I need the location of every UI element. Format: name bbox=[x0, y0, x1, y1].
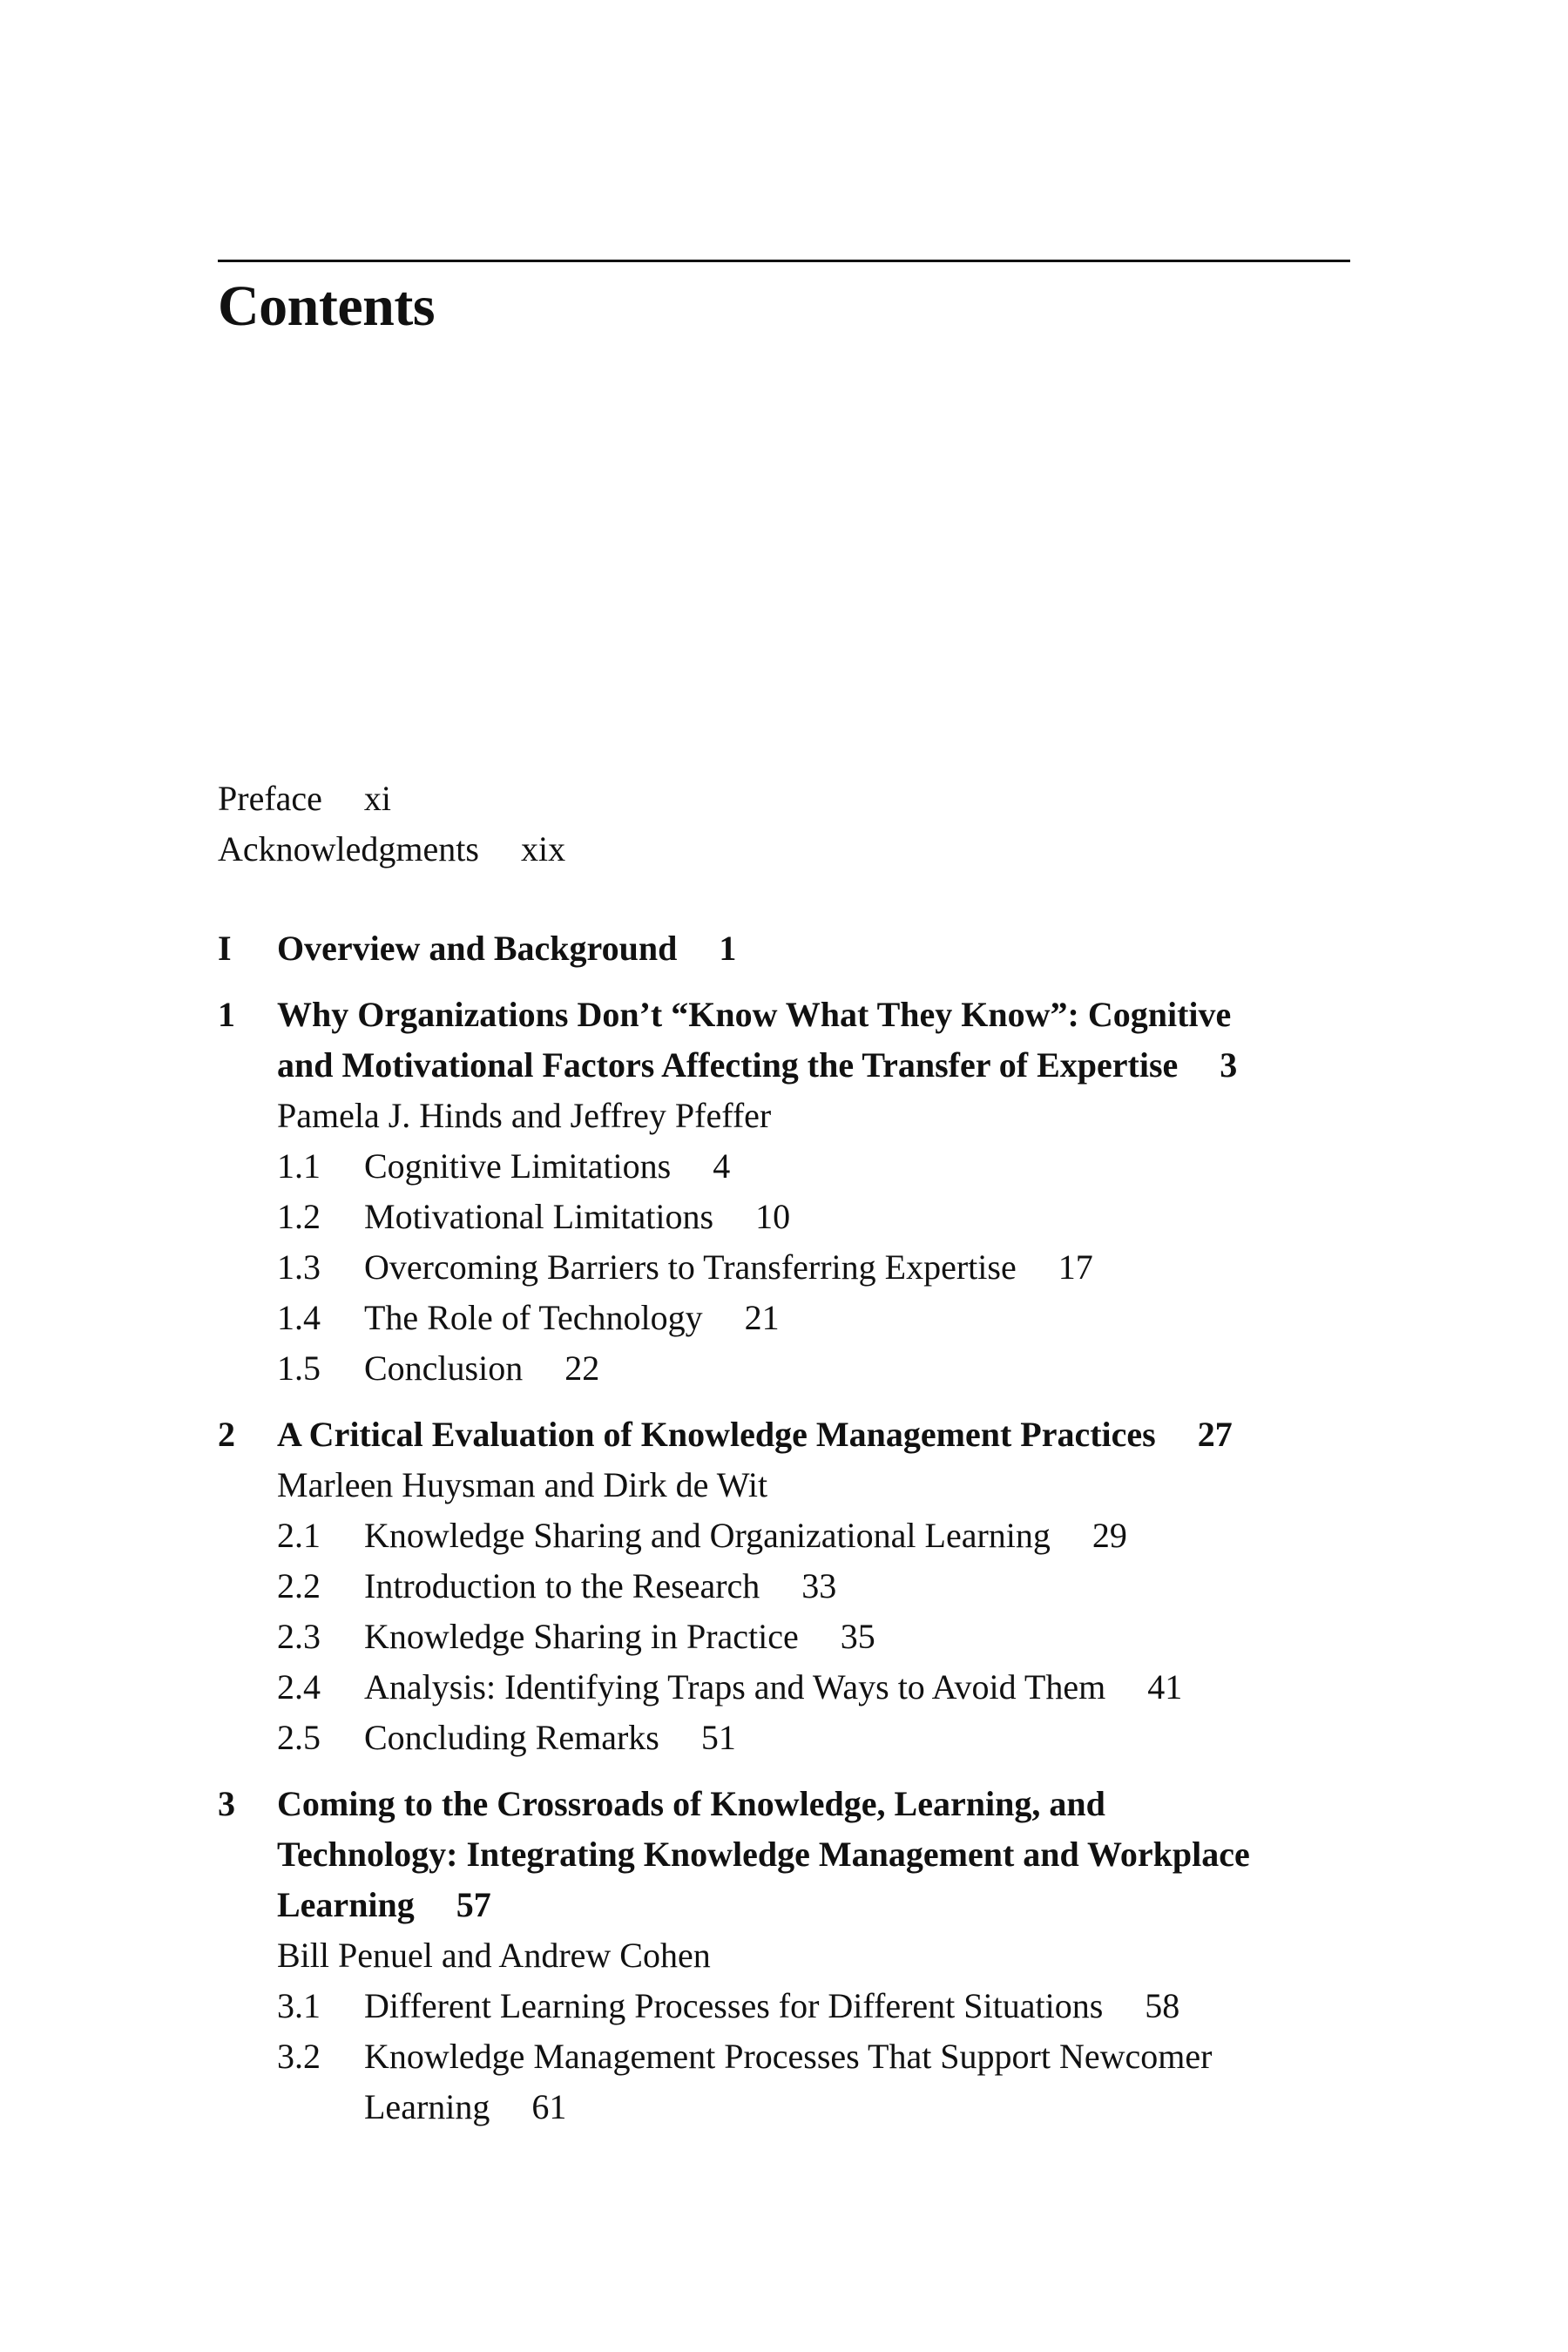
chapter-list bbox=[218, 974, 1350, 2132]
section-title-text: Knowledge Management Processes That Support Newcomer bbox=[364, 2037, 1213, 2076]
chapter-authors: Bill Penuel and Andrew Cohen bbox=[277, 1936, 711, 1975]
header-rule bbox=[218, 260, 1350, 262]
spacer bbox=[218, 1763, 1350, 1779]
chapter-body bbox=[277, 990, 1350, 1394]
part-title: Overview and Background bbox=[277, 929, 678, 968]
section-number: 2.4 bbox=[277, 1667, 321, 1707]
section-number: 2.3 bbox=[277, 1617, 321, 1656]
spacer bbox=[218, 875, 1350, 923]
toc-entry-title: Acknowledgments bbox=[218, 829, 479, 868]
section-number: 3.2 bbox=[277, 2037, 321, 2076]
section-title bbox=[364, 1511, 1350, 1561]
section-title-line bbox=[364, 2031, 1350, 2082]
section-page: 35 bbox=[840, 1617, 875, 1656]
toc-section bbox=[277, 2031, 1350, 2132]
section-number: 1.2 bbox=[277, 1197, 321, 1236]
toc-section bbox=[277, 1242, 1350, 1293]
toc-section bbox=[277, 1713, 1350, 1763]
section-number: 3.1 bbox=[277, 1986, 321, 2025]
chapter-body bbox=[277, 1409, 1350, 1763]
toc-section bbox=[277, 1293, 1350, 1343]
chapter-title-text: A Critical Evaluation of Knowledge Management Practices bbox=[277, 1415, 1156, 1454]
section-title-text: Analysis: Identifying Traps and Ways to Avoid Them bbox=[364, 1667, 1106, 1707]
section-title bbox=[364, 1561, 1350, 1612]
section-title-line bbox=[364, 1293, 1350, 1343]
section-title-line bbox=[364, 1561, 1350, 1612]
toc-section bbox=[277, 1612, 1350, 1662]
spacer bbox=[218, 1394, 1350, 1409]
toc-section bbox=[277, 1511, 1350, 1561]
section-title-text: Conclusion bbox=[364, 1348, 524, 1388]
toc-section bbox=[277, 1141, 1350, 1192]
toc-entry-page: xix bbox=[520, 829, 566, 868]
section-title-line bbox=[364, 1713, 1350, 1763]
chapter-number: 3 bbox=[218, 1784, 235, 1823]
chapter-title-text: Learning bbox=[277, 1885, 415, 1924]
section-page: 29 bbox=[1092, 1516, 1127, 1555]
chapter-page: 27 bbox=[1197, 1415, 1233, 1454]
section-title-text: Learning bbox=[364, 2087, 490, 2126]
toc-section bbox=[277, 1343, 1350, 1394]
toc-section bbox=[277, 1662, 1350, 1713]
toc-entry-title: Preface bbox=[218, 779, 322, 818]
chapter-title-line bbox=[277, 1880, 1350, 1930]
spacer bbox=[218, 974, 1350, 990]
toc-front-matter-acknowledgments bbox=[218, 824, 1350, 875]
section-title-text: Knowledge Sharing and Organizational Learning bbox=[364, 1516, 1051, 1555]
toc-front-matter-preface bbox=[218, 774, 1350, 824]
section-title-text: Knowledge Sharing in Practice bbox=[364, 1617, 799, 1656]
section-title-text: Motivational Limitations bbox=[364, 1197, 714, 1236]
toc-chapter bbox=[218, 990, 1350, 1394]
toc-entry-page: xi bbox=[363, 779, 392, 818]
section-title bbox=[364, 1343, 1350, 1394]
section-page: 17 bbox=[1058, 1247, 1093, 1287]
chapter-title-line bbox=[277, 990, 1350, 1040]
section-number: 1.4 bbox=[277, 1298, 321, 1337]
section-title bbox=[364, 2031, 1350, 2132]
section-page: 4 bbox=[713, 1146, 731, 1186]
table-of-contents bbox=[218, 774, 1350, 2132]
part-page: 1 bbox=[719, 929, 737, 968]
section-number: 2.2 bbox=[277, 1566, 321, 1605]
section-title bbox=[364, 1192, 1350, 1242]
section-page: 33 bbox=[801, 1566, 837, 1605]
toc-section bbox=[277, 1192, 1350, 1242]
section-title bbox=[364, 1242, 1350, 1293]
section-title-line bbox=[364, 1662, 1350, 1713]
section-number: 2.1 bbox=[277, 1516, 321, 1555]
section-title bbox=[364, 1713, 1350, 1763]
section-title bbox=[364, 1981, 1350, 2031]
page-title: Contents bbox=[218, 274, 436, 338]
section-page: 58 bbox=[1145, 1986, 1180, 2025]
section-page: 22 bbox=[564, 1348, 600, 1388]
section-number: 1.1 bbox=[277, 1146, 321, 1186]
toc-chapter bbox=[218, 1779, 1350, 2132]
section-title bbox=[364, 1293, 1350, 1343]
chapter-number: 1 bbox=[218, 995, 235, 1034]
section-title-text: Introduction to the Research bbox=[364, 1566, 760, 1605]
section-number: 2.5 bbox=[277, 1718, 321, 1757]
chapter-body bbox=[277, 1779, 1350, 2132]
toc-section bbox=[277, 1981, 1350, 2031]
section-title-text: Cognitive Limitations bbox=[364, 1146, 672, 1186]
chapter-page: 57 bbox=[456, 1885, 491, 1924]
section-title-text: The Role of Technology bbox=[364, 1298, 703, 1337]
chapter-authors: Marleen Huysman and Dirk de Wit bbox=[277, 1465, 768, 1504]
chapter-title-line bbox=[277, 1040, 1350, 1091]
section-number: 1.3 bbox=[277, 1247, 321, 1287]
chapter-authors: Pamela J. Hinds and Jeffrey Pfeffer bbox=[277, 1096, 772, 1135]
chapter-title-line bbox=[277, 1829, 1350, 1880]
section-title-line bbox=[364, 1141, 1350, 1192]
part-number: I bbox=[218, 929, 232, 968]
section-title bbox=[364, 1141, 1350, 1192]
toc-section bbox=[277, 1561, 1350, 1612]
section-title-line bbox=[364, 1612, 1350, 1662]
section-title-line bbox=[364, 1192, 1350, 1242]
section-page: 41 bbox=[1147, 1667, 1183, 1707]
section-title-line bbox=[364, 2082, 1350, 2132]
section-title bbox=[364, 1662, 1350, 1713]
chapter-title-text: Why Organizations Don’t “Know What They Know”: Cognitive bbox=[277, 995, 1232, 1034]
section-page: 61 bbox=[531, 2087, 567, 2126]
section-title-line bbox=[364, 1343, 1350, 1394]
section-page: 10 bbox=[755, 1197, 791, 1236]
chapter-title-text: Coming to the Crossroads of Knowledge, Learning, and bbox=[277, 1784, 1105, 1823]
section-title-text: Concluding Remarks bbox=[364, 1718, 659, 1757]
chapter-title-text: Technology: Integrating Knowledge Management and Workplace bbox=[277, 1835, 1250, 1874]
chapter-title-line bbox=[277, 1779, 1350, 1829]
chapter-title-text: and Motivational Factors Affecting the Transfer of Expertise bbox=[277, 1045, 1179, 1085]
chapter-number: 2 bbox=[218, 1415, 235, 1454]
toc-chapter bbox=[218, 1409, 1350, 1763]
section-title-line bbox=[364, 1242, 1350, 1293]
section-title-text: Overcoming Barriers to Transferring Expertise bbox=[364, 1247, 1017, 1287]
section-title bbox=[364, 1612, 1350, 1662]
section-page: 21 bbox=[744, 1298, 780, 1337]
chapter-page: 3 bbox=[1220, 1045, 1238, 1085]
section-title-line bbox=[364, 1511, 1350, 1561]
section-number: 1.5 bbox=[277, 1348, 321, 1388]
section-title-text: Different Learning Processes for Different Situations bbox=[364, 1986, 1104, 2025]
section-title-line bbox=[364, 1981, 1350, 2031]
toc-part bbox=[218, 923, 1350, 974]
chapter-title-line bbox=[277, 1409, 1350, 1460]
section-page: 51 bbox=[700, 1718, 736, 1757]
